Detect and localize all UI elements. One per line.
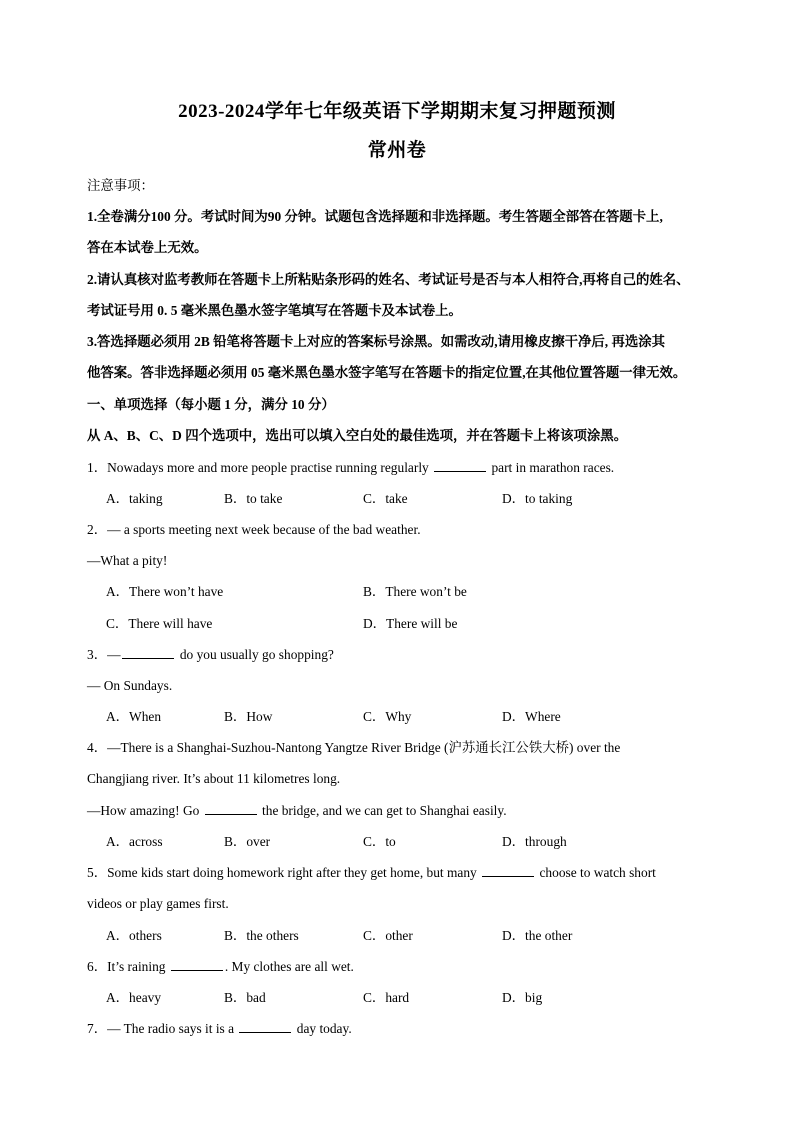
q1-option-c: C．take bbox=[363, 491, 408, 506]
section-instruction: 从 A、B、C、D 四个选项中，选出可以填入空白处的最佳选项，并在答题卡上将该项涂黑。 bbox=[87, 428, 628, 443]
section-heading: 一、单项选择（每小题 1 分，满分 10 分） bbox=[87, 397, 335, 412]
q3-option-c: C．Why bbox=[363, 709, 412, 724]
question-number: 5． bbox=[87, 865, 108, 880]
q3-option-b: B．How bbox=[224, 709, 273, 724]
question-number: 7． bbox=[87, 1021, 108, 1036]
question-number: 4． bbox=[87, 740, 108, 755]
notice-item-2a: 2.请认真核对监考教师在答题卡上所粘贴条形码的姓名、考试证号是否与本人相符合,再将自己的姓名、 bbox=[87, 272, 690, 287]
answer-blank bbox=[239, 1020, 291, 1033]
answer-blank bbox=[122, 646, 174, 659]
answer-blank bbox=[171, 958, 223, 971]
q1-option-b: B．to take bbox=[224, 491, 283, 506]
answer-blank bbox=[205, 802, 257, 815]
notice-item-3a: 3.答选择题必须用 2B 铅笔将答题卡上对应的答案标号涂黑。如需改动,请用橡皮擦干净后, 再选涂其 bbox=[87, 334, 666, 349]
question-4-line2: Changjiang river. It’s about 11 kilometres long. bbox=[87, 771, 341, 786]
question-number: 2． bbox=[87, 522, 108, 537]
question-7: 7．— The radio says it is a day today. bbox=[87, 1021, 352, 1036]
notice-item-1a: 1.全卷满分100 分。考试时间为90 分钟。试题包含选择题和非选择题。考生答题全部答在答题卡上, bbox=[87, 209, 663, 224]
q6-option-c: C．hard bbox=[363, 990, 410, 1005]
q4-option-d: D．through bbox=[502, 834, 567, 849]
question-1: 1．Nowadays more and more people practise running regularly part in marathon races. bbox=[87, 460, 615, 475]
q4-option-c: C．to bbox=[363, 834, 396, 849]
q2-option-a: A．There won’t have bbox=[106, 584, 224, 599]
answer-blank bbox=[482, 864, 534, 877]
q1-option-a: A．taking bbox=[106, 491, 163, 506]
question-5-line2: videos or play games first. bbox=[87, 896, 229, 911]
q3-option-a: A．When bbox=[106, 709, 162, 724]
q2-option-d: D．There will be bbox=[363, 616, 458, 631]
question-2: 2．— a sports meeting next week because of the bad weather. bbox=[87, 522, 421, 537]
question-5: 5．Some kids start doing homework right after they get home, but many choose to watch short bbox=[87, 865, 656, 880]
notice-item-1b: 答在本试卷上无效。 bbox=[87, 240, 208, 255]
q3-option-d: D．Where bbox=[502, 709, 561, 724]
question-4-line3: —How amazing! Go the bridge, and we can get to Shanghai easily. bbox=[87, 803, 507, 818]
q5-option-b: B．the others bbox=[224, 928, 299, 943]
notice-item-3b: 他答案。答非选择题必须用 05 毫米黑色墨水签字笔写在答题卡的指定位置,在其他位置答题一律无效。 bbox=[87, 365, 687, 380]
question-6: 6．It’s raining . My clothes are all wet. bbox=[87, 959, 354, 974]
q6-option-d: D．big bbox=[502, 990, 543, 1005]
q6-option-b: B．bad bbox=[224, 990, 266, 1005]
notice-heading: 注意事项： bbox=[87, 178, 154, 193]
q2-option-b: B．There won’t be bbox=[363, 584, 467, 599]
q2-option-c: C．There will have bbox=[106, 616, 213, 631]
question-number: 6． bbox=[87, 959, 108, 974]
question-2-reply: —What a pity! bbox=[87, 553, 168, 568]
answer-blank bbox=[434, 459, 486, 472]
notice-item-2b: 考试证号用 0. 5 毫米黑色墨水签字笔填写在答题卡及本试卷上。 bbox=[87, 303, 462, 318]
page-subtitle: 常州卷 bbox=[367, 140, 427, 161]
question-number: 1． bbox=[87, 460, 108, 475]
q5-option-a: A．others bbox=[106, 928, 162, 943]
page-title: 2023-2024学年七年级英语下学期期末复习押题预测 bbox=[178, 101, 616, 122]
question-3-reply: — On Sundays. bbox=[87, 678, 173, 693]
q6-option-a: A．heavy bbox=[106, 990, 162, 1005]
q5-option-c: C．other bbox=[363, 928, 413, 943]
q4-option-b: B．over bbox=[224, 834, 271, 849]
q4-option-a: A．across bbox=[106, 834, 163, 849]
question-4: 4．—There is a Shanghai-Suzhou-Nantong Yangtze River Bridge (沪苏通长江公铁大桥) over the bbox=[87, 740, 621, 755]
question-3: 3．— do you usually go shopping? bbox=[87, 647, 334, 662]
q5-option-d: D．the other bbox=[502, 928, 573, 943]
question-number: 3． bbox=[87, 647, 108, 662]
q1-option-d: D．to taking bbox=[502, 491, 573, 506]
